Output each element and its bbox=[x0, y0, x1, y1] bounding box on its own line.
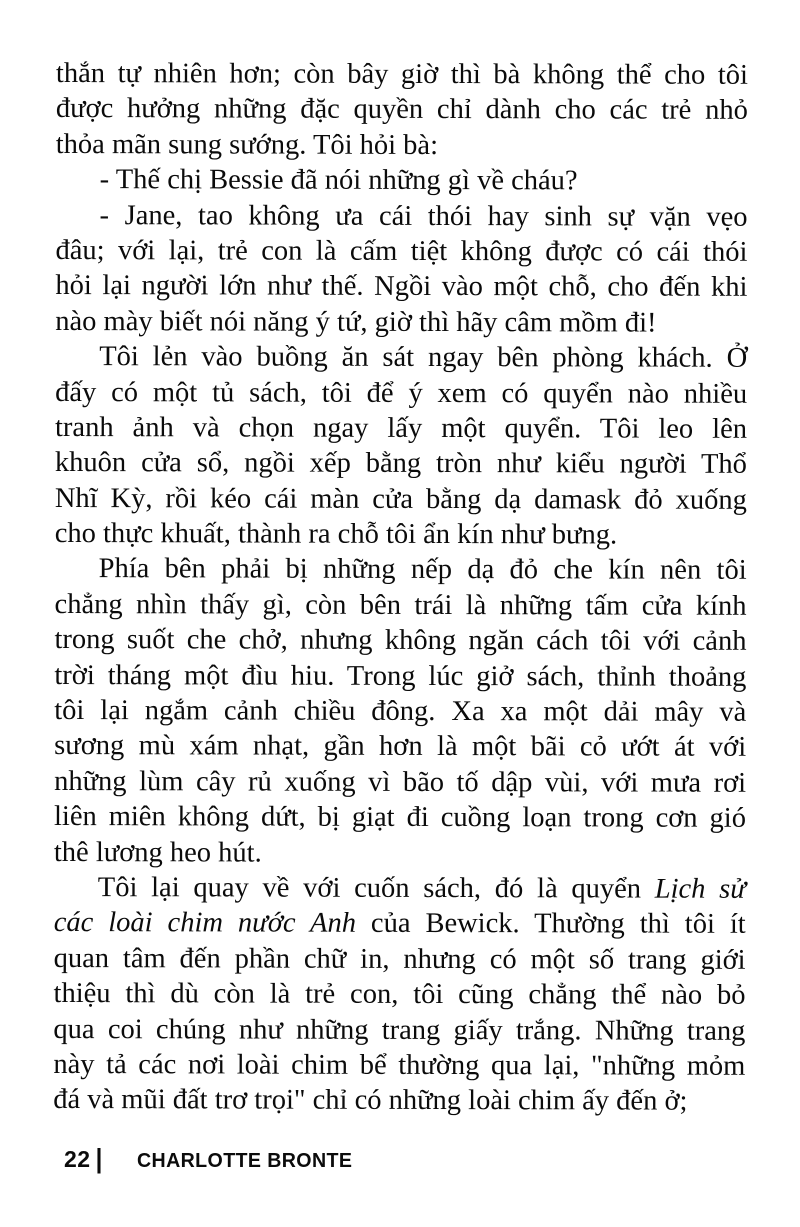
text-segment: trong suốt che chở, nhưng không ngăn cách tôi với cảnh bbox=[54, 624, 747, 658]
text-line bbox=[55, 268, 747, 305]
text-line bbox=[56, 91, 748, 128]
page-text-block bbox=[53, 56, 748, 1120]
text-segment: đá và mũi đất trơ trọi" chỉ có những loài chim ấy đến ở; bbox=[53, 1084, 688, 1117]
text-segment: đấy có một tủ sách, tôi để ý xem có quyển nào nhiều bbox=[55, 376, 748, 410]
text-line bbox=[55, 304, 747, 341]
text-line bbox=[55, 375, 747, 412]
text-line bbox=[54, 870, 746, 907]
text-line bbox=[54, 764, 746, 801]
text-segment: trời tháng một đìu hiu. Trong lúc giở sách, thỉnh thoảng bbox=[54, 659, 747, 693]
text-segment: sương mù xám nhạt, gần hơn là một bãi cỏ ướt át với bbox=[54, 730, 747, 764]
text-segment: - Jane, tao không ưa cái thói hay sinh sự vặn vẹo bbox=[99, 199, 748, 233]
text-line bbox=[53, 976, 745, 1013]
text-segment: đâu; với lại, trẻ con là cấm tiệt không được có cái thói bbox=[55, 234, 748, 268]
text-segment: cho thực khuất, thành ra chỗ tôi ẩn kín như bưng. bbox=[54, 518, 618, 551]
text-line bbox=[55, 339, 747, 376]
text-segment: khuôn cửa sổ, ngồi xếp bằng tròn như kiểu người Thổ bbox=[54, 447, 747, 481]
footer-separator: | bbox=[95, 1144, 103, 1175]
text-line bbox=[54, 658, 746, 695]
author-name: CHARLOTTE BRONTE bbox=[137, 1150, 353, 1172]
text-line bbox=[56, 198, 748, 235]
text-line bbox=[55, 445, 747, 482]
text-line bbox=[54, 835, 746, 872]
text-line bbox=[54, 728, 746, 765]
text-line bbox=[55, 516, 747, 553]
text-segment: được hưởng những đặc quyền chỉ dành cho các trẻ nhỏ bbox=[55, 93, 748, 127]
text-segment: tranh ảnh và chọn ngay lấy một quyển. Tôi leo lên bbox=[54, 411, 748, 445]
text-segment: những lùm cây rủ xuống vì bão tố dập vùi, với mưa rơi bbox=[54, 765, 747, 799]
text-segment: liên miên không dứt, bị giạt đi cuồng loạn trong cơn gió bbox=[53, 801, 747, 835]
text-segment: thỏa mãn sung sướng. Tôi hỏi bà: bbox=[55, 128, 439, 161]
text-segment: thắn tự nhiên hơn; còn bây giờ thì bà không thể cho tôi bbox=[55, 57, 748, 91]
text-line bbox=[54, 799, 746, 836]
text-segment: tôi lại ngắm cảnh chiều đông. Xa xa một dải mây và bbox=[54, 695, 747, 728]
text-segment: Nhĩ Kỳ, rồi kéo cái màn cửa bằng dạ damask đỏ xuống bbox=[54, 482, 747, 516]
text-line bbox=[53, 1012, 745, 1049]
text-segment: Tôi lại quay về với cuốn sách, đó là quyển bbox=[97, 872, 655, 905]
text-line bbox=[53, 1047, 745, 1084]
page-number: 22 bbox=[64, 1146, 91, 1172]
italic-book-title-text: các loài chim nước Anh bbox=[53, 907, 357, 940]
text-segment: - Thế chị Bessie đã nói những gì về cháu? bbox=[99, 164, 578, 197]
page-footer bbox=[64, 1146, 357, 1174]
text-segment: hỏi lại người lớn như thế. Ngồi vào một chỗ, cho đến khi bbox=[55, 270, 748, 304]
text-line bbox=[55, 233, 747, 270]
text-segment: qua coi chúng như những trang giấy trắng. Những trang bbox=[53, 1013, 746, 1047]
text-line bbox=[55, 551, 747, 588]
text-segment: thiệu thì dù còn là trẻ con, tôi cũng chẳng thể nào bỏ bbox=[53, 978, 746, 1011]
italic-book-title-text: Lịch sử bbox=[654, 873, 746, 905]
text-line bbox=[54, 622, 746, 659]
text-segment: Phía bên phải bị những nếp dạ đỏ che kín nên tôi bbox=[98, 553, 747, 587]
text-line bbox=[56, 162, 748, 199]
text-line bbox=[54, 905, 746, 942]
text-line bbox=[56, 56, 748, 93]
text-segment: thê lương heo hút. bbox=[53, 836, 262, 869]
text-segment: Tôi lẻn vào buồng ăn sát ngay bên phòng khách. Ở bbox=[99, 341, 748, 374]
text-segment: nào mày biết nói năng ý tứ, giờ thì hãy câm mồm đi! bbox=[55, 305, 657, 339]
text-line bbox=[56, 127, 748, 164]
text-line bbox=[54, 693, 746, 730]
text-segment: này tả các nơi loài chim bể thường qua lại, "những mỏm bbox=[53, 1048, 746, 1082]
text-line bbox=[54, 941, 746, 978]
text-line bbox=[53, 1082, 745, 1119]
text-segment: chẳng nhìn thấy gì, còn bên trái là những tấm cửa kính bbox=[54, 588, 747, 622]
text-segment: của Bewick. Thường thì tôi ít bbox=[355, 908, 746, 941]
text-line bbox=[55, 587, 747, 624]
text-line bbox=[55, 410, 747, 447]
text-line bbox=[55, 481, 747, 518]
text-segment: quan tâm đến phần chữ in, nhưng có một số trang giới bbox=[53, 942, 746, 976]
